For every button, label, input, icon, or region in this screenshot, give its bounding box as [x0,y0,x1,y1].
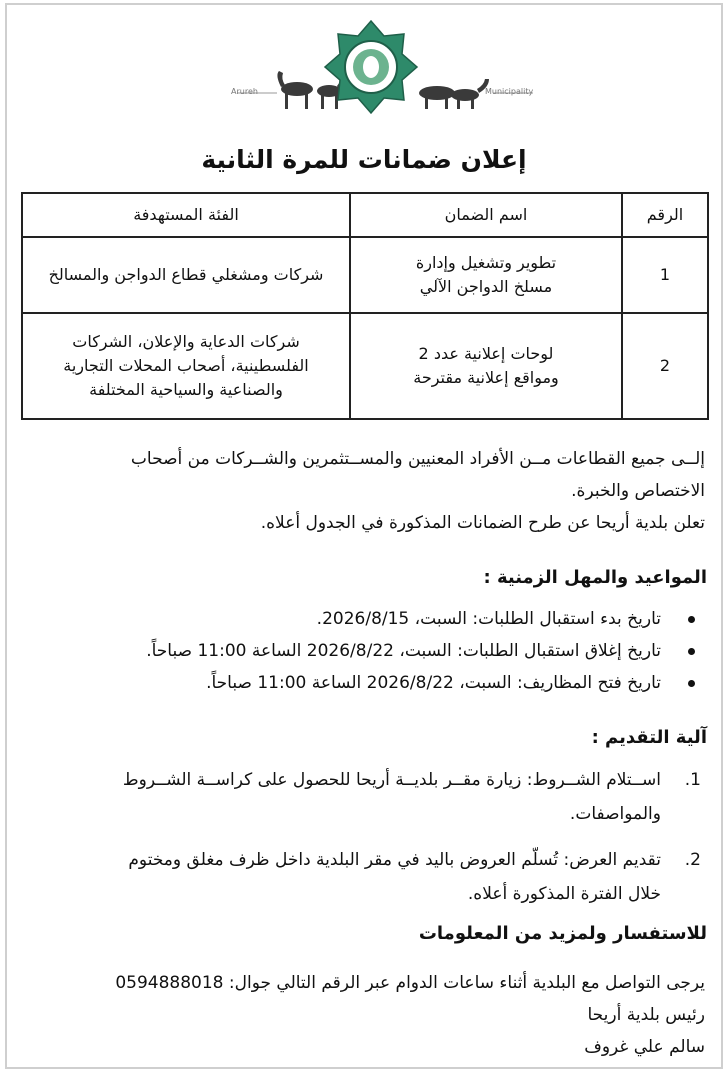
submission-heading: آلية التقديم : [591,727,707,748]
step-number: 2. [684,850,701,870]
target-line: شركات الدعاية والإعلان، الشركات [72,332,300,351]
contact-block [23,967,705,1063]
contact-heading: للاستفسار ولمزيد من المعلومات [418,923,707,944]
intro-line: إلــى جميع القطاعات مــن الأفراد المعنيين والمســتثمرين والشــركات من أصحاب [130,449,705,469]
page-title: إعلان ضمانات للمرة الثانية [201,145,527,174]
guarantees-table [21,192,709,420]
bullet-icon [688,648,695,655]
phone-number: 0594888018 [115,973,224,993]
municipality-logo [197,15,545,127]
header-target-group: الفئة المستهدفة [22,193,350,237]
timeline-item-text: تاريخ فتح المظاريف: السبت، 2026/8/22 الساعة 11:00 صباحاً. [206,673,661,693]
contact-line: يرجى التواصل مع البلدية أثناء ساعات الدوام عبر الرقم التالي جوال: [228,973,705,993]
table-row [22,313,708,419]
header-guarantee-name: اسم الضمان [350,193,622,237]
intro-line: تعلن بلدية أريحا عن طرح الضمانات المذكورة في الجدول أعلاه. [260,513,705,533]
list-item [27,843,707,911]
table-row [22,237,708,313]
list-item [27,603,707,635]
row-guarantee-name [350,237,622,313]
step-line: تقديم العرض: تُسلّم العروض باليد في مقر البلدية داخل ظرف مغلق ومختوم [128,850,661,870]
bullet-icon [688,680,695,687]
intro-paragraph [23,443,705,539]
target-line: والصناعية والسياحية المختلفة [89,380,283,399]
timeline-heading: المواعيد والمهل الزمنية : [483,567,707,588]
timeline-item-text: تاريخ إغلاق استقبال الطلبات: السبت، 2026/8/22 الساعة 11:00 صباحاً. [146,641,661,661]
name-line: ومواقع إعلانية مقترحة [413,368,559,387]
name-line: لوحات إعلانية عدد 2 [418,344,554,363]
logo-left-caption: Arureh [231,87,258,96]
logo-right-caption: Municipality [485,87,534,96]
bullet-icon [688,616,695,623]
signer-title: رئيس بلدية أريحا [587,1005,705,1025]
list-item [27,635,707,667]
timeline-item-text: تاريخ بدء استقبال الطلبات: السبت، 2026/8/15. [316,609,661,629]
target-line: الفلسطينية، أصحاب المحلات التجارية [63,356,309,375]
step-line: اســتلام الشــروط: زيارة مقــر بلديــة أريحا للحصول على كراســة الشــروط [122,770,661,790]
row-target-group [22,237,350,313]
row-number: 2 [622,313,708,419]
table-header-row [22,193,708,237]
name-line: تطوير وتشغيل وإدارة [415,253,557,272]
announcement-page [5,3,723,1069]
submission-steps [27,763,707,923]
municipality-star-logo-icon [197,15,545,127]
list-item [27,667,707,699]
step-line: خلال الفترة المذكورة أعلاه. [467,884,661,904]
header-number: الرقم [622,193,708,237]
row-guarantee-name [350,313,622,419]
list-item [27,763,707,831]
step-number: 1. [684,770,701,790]
step-line: والمواصفات. [569,804,661,824]
intro-line: الاختصاص والخبرة. [571,481,705,501]
row-target-group [22,313,350,419]
name-line: مسلخ الدواجن الآلي [419,277,553,296]
signer-name: سالم علي غروف [584,1037,705,1057]
row-number: 1 [622,237,708,313]
timeline-list [27,603,707,699]
target-line: شركات ومشغلي قطاع الدواجن والمسالخ [48,265,324,284]
